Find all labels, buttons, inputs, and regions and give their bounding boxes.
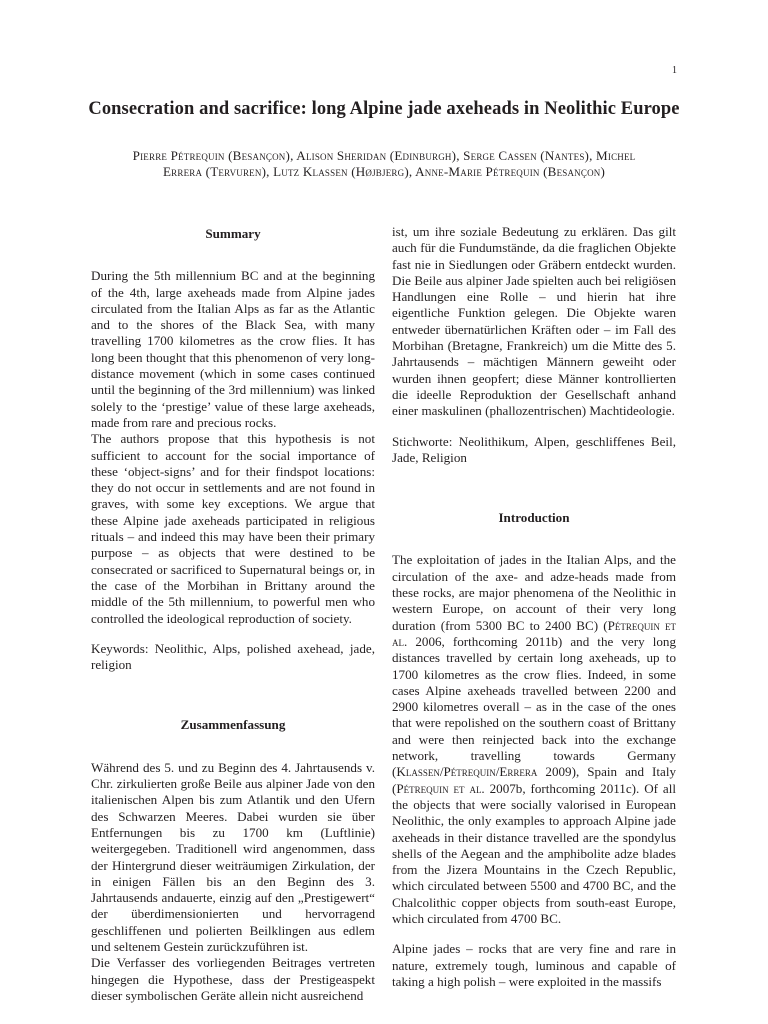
zusammenfassung-paragraph-2-continued: ist, um ihre soziale Bedeutung zu erklären. Das gilt auch für die Fundumstände, da die fraglichen Objekte fast nie in Siedlungen oder Gräbern entdeckt wurden. Die Beile aus alpiner Jade spielten auch bei religiösen Handlungen eine Rolle – und hierin hat ihre eigentliche Funktion gelegen. Die Objekte waren entweder übernatürlichen Kräften oder – im Fall des Morbihan (Bretagne, Frankreich) um die Mitte des 5. Jahrtausends – mächtigen Männern geweiht oder wurden ihnen geopfert; diese Männer kontrollierten die ideelle Reproduktion der Gesellschaft anhand einer maskulinen (phallozentrischen) Machtideologie. [392,224,676,419]
authors [82,148,686,181]
intro-text-b: 2006, forthcoming 2011b) and the very long distances travelled by certain long axeheads, up to 1700 kilometres as the crow flies. Indeed, in some cases Alpine axeheads travelled between 2200 and 2900 kilometres overall – as in the case of the ones that were repolished on the southern coast of Brittany and were then reinjected back into the exchange network, travelling towards Germany ( [392,633,676,780]
intro-text-d: 2007b, forthcoming 2011c). Of all the objects that were socially valorised in European Neolithic, the only examples to approach Alpine jade axeheads in their distance travelled are the spondylus shells of the Aegean and the amphibolite adze blades from the Jizera Mountains in the Czech Republic, which circulated between 5500 and 4700 BC, and the Chalcolithic copper objects from south-east Europe, which circulated from 4700 BC. [392,780,676,926]
page-number: 1 [672,65,677,76]
introduction-paragraph-2: Alpine jades – rocks that are very fine and rare in nature, extremely tough, luminous and capable of taking a high polish – were exploited in the massifs [392,941,676,989]
intro-text-a: The exploitation of jades in the Italian Alps, and the circulation of the axe- and adze-heads made from these rocks, are major phenomena of the Neolithic in western Europe, on account of their very long duration (from 5300 BC to 2400 BC) ( [392,552,676,633]
summary-heading: Summary [205,226,261,241]
summary-paragraph-1: During the 5th millennium BC and at the beginning of the 4th, large axeheads made from Alpine jades circulated from the Italian Alps as far as the Atlantic and to the shores of the Black Sea, with many travelling 1700 kilometres as the crow flies. It has long been thought that this phenomenon of very long-distance movement (which in some cases continued until the beginning of the 3rd millennium) was linked solely to the ‘prestige’ value of these large axeheads, made from rare and precious rocks. [91,268,375,430]
intro-text-c: 2009), Spain and Italy ( [392,764,676,796]
citation-petrequin-2007b: Pétrequin et al. [396,780,485,796]
citation-klassen-2009: Klassen/Pétrequin/Errera [396,764,538,780]
paper-title: Consecration and sacrifice: long Alpine jade axeheads in Neolithic Europe [88,99,680,119]
authors-line-1: Pierre Pétrequin (Besançon), Alison Sheridan (Edinburgh), Serge Cassen (Nantes), Michel [132,148,636,163]
summary-keywords: Keywords: Neolithic, Alps, polished axehead, jade, religion [91,640,375,673]
authors-line-2: Errera (Tervuren), Lutz Klassen (Højbjerg), Anne-Marie Pétrequin (Besançon) [162,164,606,180]
introduction-heading: Introduction [498,510,570,526]
introduction-paragraph-1 [392,552,676,927]
zusammenfassung-paragraph-1: Während des 5. und zu Beginn des 4. Jahrtausends v. Chr. zirkulierten große Beile aus alpiner Jade von den italienischen Alpen bis zum Atlantik und den Ufern des Schwarzen Meeres. Dabei wurden sie über Entfernungen bis zu 1700 km (Luftlinie) weitergegeben. Traditionell wird angenommen, dass der Hintergrund dieser weiträumigen Zirkulation, der in einigen Fällen bis an den Beginn des 3. Jahrtausends andauerte, einzig auf den „Prestigewert“ der überdimensionierten und hervorragend geschliffenen und polierten Beilklingen aus edlem und seltenem Gestein zurückzuführen ist. [91,759,375,954]
zusammenfassung-paragraph-2: Die Verfasser des vorliegenden Beitrages vertreten hingegen die Hypothese, dass der Prestigeaspekt dieser symbolischen Geräte allein nicht ausreichend [91,955,375,1003]
zusammenfassung-heading: Zusammenfassung [180,717,286,733]
summary-paragraph-2: The authors propose that this hypothesis is not sufficient to account for the social importance of these ‘object-signs’ and for their findspot locations: they do not occur in settlements and are not found in graves, with some key exceptions. We argue that these Alpine jade axeheads participated in religious rituals – and indeed this may have been their primary purpose – as objects that were destined to be consecrated or sacrificed to Supernatural beings or, in the case of the Morbihan in Brittany around the middle of the 5th millennium, to powerful men who controlled the ideological reproduction of society. [91,431,375,626]
left-column [91,226,375,1004]
zusammenfassung-keywords: Stichworte: Neolithikum, Alpen, geschliffenes Beil, Jade, Religion [392,433,676,465]
right-column [392,224,676,990]
citation-petrequin-2006: Pétrequin et al. [392,617,676,649]
